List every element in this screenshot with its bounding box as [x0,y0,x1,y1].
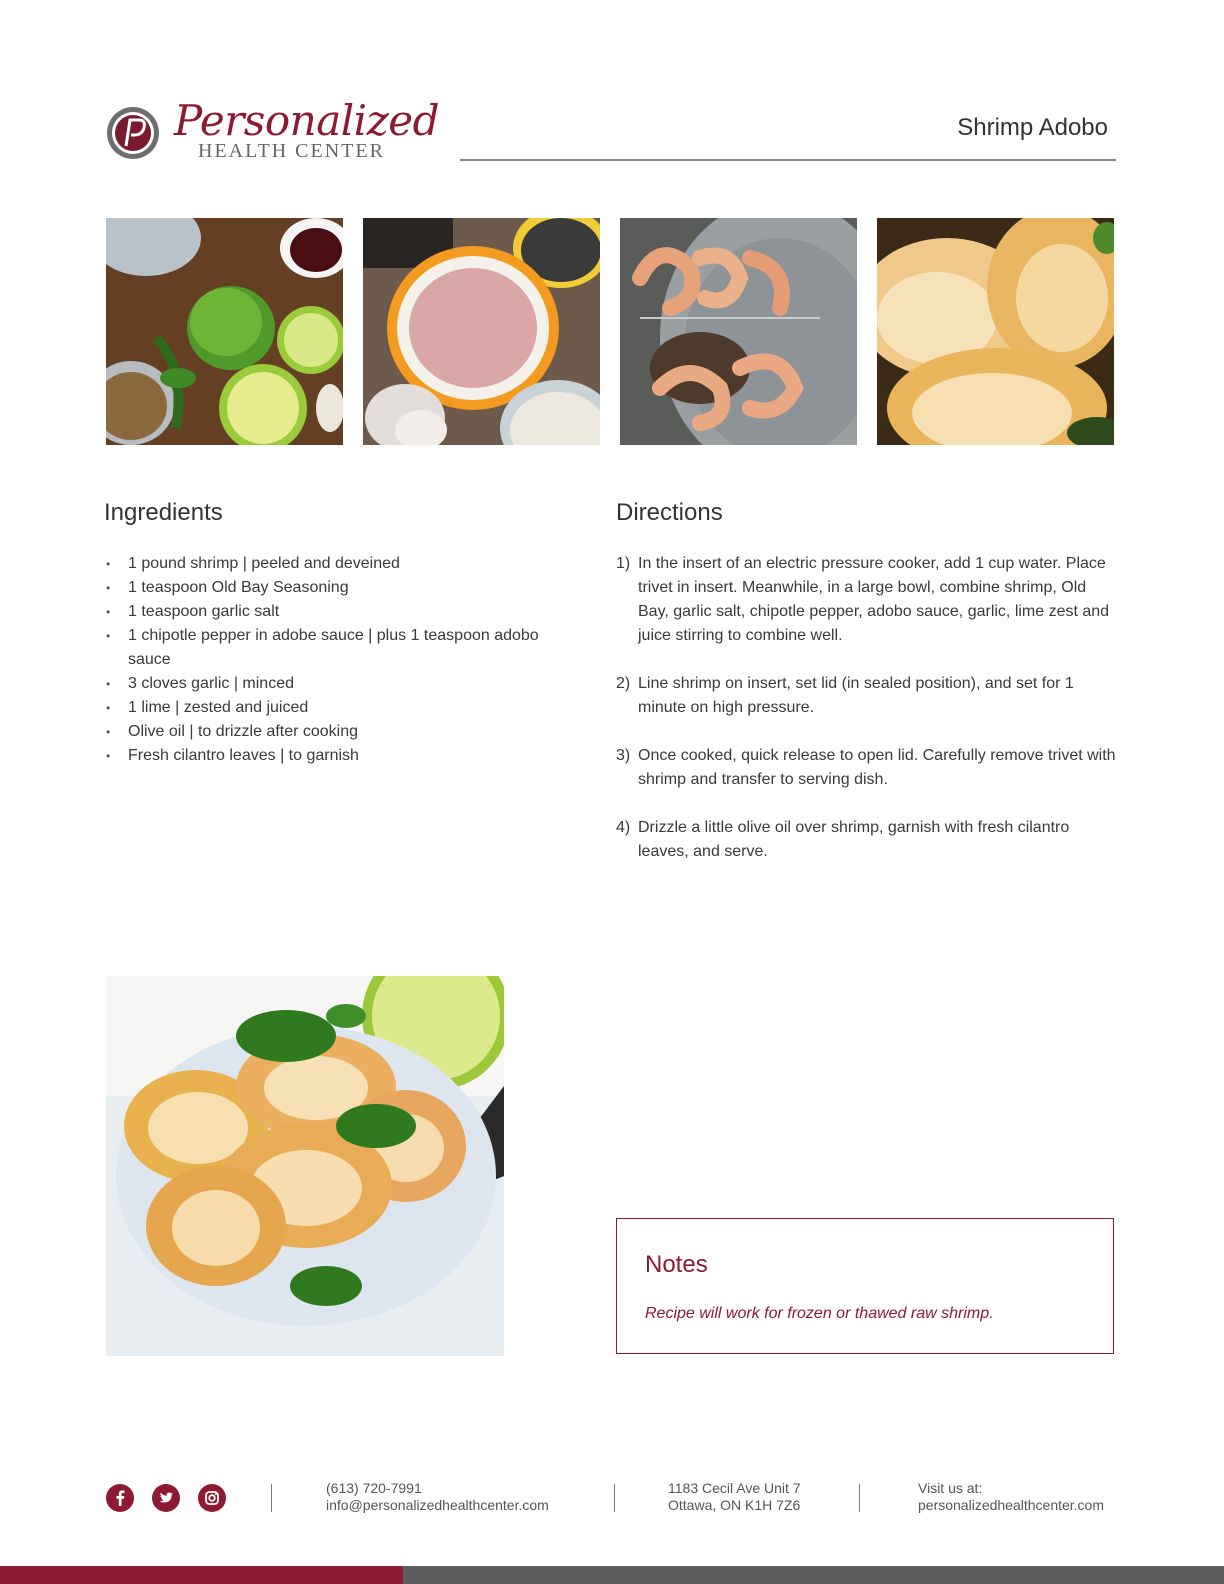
facebook-icon[interactable] [106,1484,134,1512]
ingredients-heading: Ingredients [104,499,223,526]
title-divider [460,159,1116,161]
photo-ingredients [106,218,343,445]
instagram-icon[interactable] [198,1484,226,1512]
list-item: • Olive oil | to drizzle after cooking [106,720,546,744]
address-line-1: 1183 Cecil Ave Unit 7 [668,1480,801,1496]
page-title: Shrimp Adobo [957,114,1108,141]
footer-divider [859,1484,860,1512]
step-text: Once cooked, quick release to open lid. Carefully remove trivet with shrimp and transfer to serving dish. [638,747,1116,788]
step-text: Line shrimp on insert, set lid (in sealed position), and set for 1 minute on high pressure. [638,675,1074,716]
step-number: 2) [616,675,631,692]
step-number: 1) [616,555,631,572]
step-number: 3) [616,747,631,764]
logo-subtitle: HEALTH CENTER [198,140,385,162]
directions-heading: Directions [616,499,723,526]
list-item: • Fresh cilantro leaves | to garnish [106,744,546,768]
logo-wordmark: Personalized [174,96,439,145]
list-item: • 1 teaspoon Old Bay Seasoning [106,576,546,600]
step-text: Drizzle a little olive oil over shrimp, garnish with fresh cilantro leaves, and serve. [638,819,1070,860]
photo-raw-shrimp [620,218,857,445]
photo-plated-shrimp [106,976,504,1356]
directions-list [616,552,1116,888]
address-block [668,1480,801,1514]
ingredients-list [106,552,546,768]
photo-cooked-shrimp [877,218,1114,445]
list-item: • 1 lime | zested and juiced [106,696,546,720]
list-item: • 1 pound shrimp | peeled and deveined [106,552,546,576]
direction-step [616,552,1116,648]
list-item: • 3 cloves garlic | minced [106,672,546,696]
step-text: In the insert of an electric pressure cooker, add 1 cup water. Place trivet in insert. Meanwhile, in a large bowl, combine shrimp, Old Bay, garlic salt, chipotle pepper, adobo sauce, garlic, lime zest and juice stirring to combine well. [638,555,1110,644]
step-number: 4) [616,819,631,836]
notes-box [616,1218,1114,1354]
website-link[interactable]: personalizedhealthcenter.com [918,1497,1105,1513]
website-block [918,1480,1104,1514]
footer-bar-grey [403,1566,1224,1584]
address-line-2: Ottawa, ON K1H 7Z6 [668,1497,801,1513]
direction-step [616,816,1116,864]
photo-seasonings [363,218,600,445]
footer-divider [614,1484,615,1512]
logo-mark-icon [106,106,160,160]
twitter-icon[interactable] [152,1484,180,1512]
list-item: • 1 teaspoon garlic salt [106,600,546,624]
direction-step [616,672,1116,720]
company-logo [106,96,439,168]
footer-divider [271,1484,272,1512]
footer-bar-brand [0,1566,403,1584]
contact-block [326,1480,549,1514]
notes-heading: Notes [645,1251,708,1278]
visit-label: Visit us at: [918,1480,983,1496]
direction-step [616,744,1116,792]
notes-text: Recipe will work for frozen or thawed raw shrimp. [645,1305,994,1322]
list-item: • 1 chipotle pepper in adobe sauce | plus 1 teaspoon adobo sauce [106,624,546,672]
phone-number: (613) 720-7991 [326,1480,422,1496]
email-link[interactable]: info@personalizedhealthcenter.com [326,1497,549,1513]
